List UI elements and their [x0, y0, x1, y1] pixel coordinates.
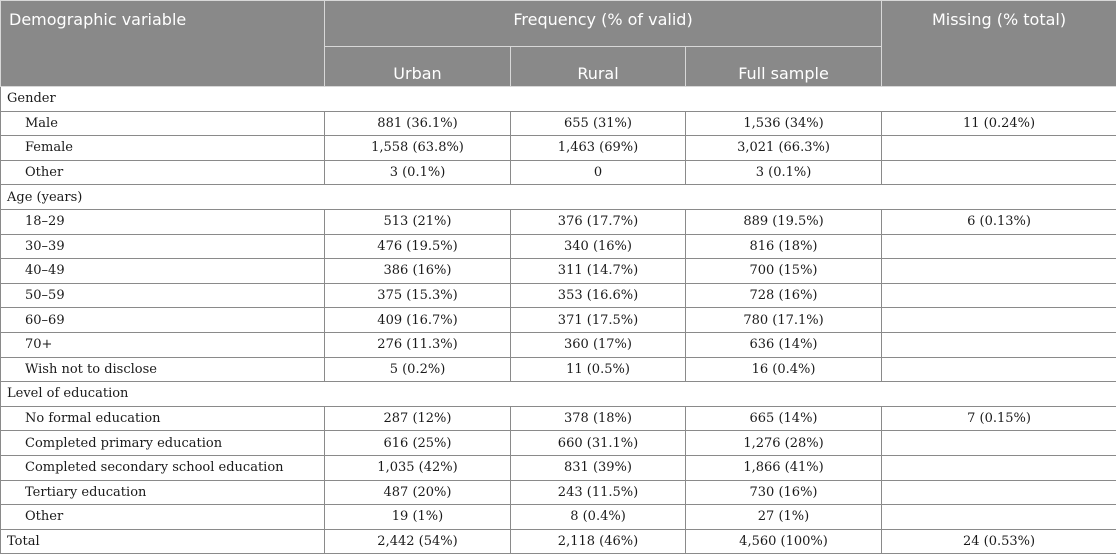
cell-missing: 6 (0.13%) — [882, 209, 1116, 234]
cell-missing — [882, 505, 1116, 530]
row-label: Completed secondary school education — [1, 455, 325, 480]
cell-full-sample: 3 (0.1%) — [686, 160, 882, 185]
cell-missing: 7 (0.15%) — [882, 406, 1116, 431]
total-rural: 2,118 (46%) — [511, 529, 686, 554]
group-label-age: Age (years) — [1, 185, 1116, 210]
row-label: Other — [1, 505, 325, 530]
cell-urban: 386 (16%) — [325, 259, 511, 284]
row-label: Completed primary education — [1, 431, 325, 456]
total-row — [1, 529, 1116, 554]
table-row — [1, 332, 1116, 357]
total-urban: 2,442 (54%) — [325, 529, 511, 554]
cell-urban: 513 (21%) — [325, 209, 511, 234]
cell-missing — [882, 455, 1116, 480]
table-row — [1, 259, 1116, 284]
table-row — [1, 406, 1116, 431]
cell-rural: 11 (0.5%) — [511, 357, 686, 382]
cell-urban: 276 (11.3%) — [325, 332, 511, 357]
cell-rural: 376 (17.7%) — [511, 209, 686, 234]
cell-missing: 11 (0.24%) — [882, 111, 1116, 136]
cell-full-sample: 728 (16%) — [686, 283, 882, 308]
table-row — [1, 505, 1116, 530]
group-row — [1, 382, 1116, 407]
header-urban: Urban — [325, 47, 511, 87]
cell-full-sample: 1,866 (41%) — [686, 455, 882, 480]
table-row — [1, 455, 1116, 480]
cell-rural: 360 (17%) — [511, 332, 686, 357]
table-body — [1, 87, 1116, 554]
cell-missing — [882, 283, 1116, 308]
cell-urban: 287 (12%) — [325, 406, 511, 431]
cell-rural: 0 — [511, 160, 686, 185]
cell-missing — [882, 259, 1116, 284]
cell-rural: 311 (14.7%) — [511, 259, 686, 284]
cell-full-sample: 27 (1%) — [686, 505, 882, 530]
row-label: 60–69 — [1, 308, 325, 333]
header-demographic-variable: Demographic variable — [1, 1, 325, 87]
row-label: 70+ — [1, 332, 325, 357]
row-label: 40–49 — [1, 259, 325, 284]
cell-rural: 655 (31%) — [511, 111, 686, 136]
cell-full-sample: 730 (16%) — [686, 480, 882, 505]
total-full-sample: 4,560 (100%) — [686, 529, 882, 554]
table-row — [1, 111, 1116, 136]
total-label: Total — [1, 529, 325, 554]
cell-rural: 353 (16.6%) — [511, 283, 686, 308]
cell-rural: 340 (16%) — [511, 234, 686, 259]
row-label: No formal education — [1, 406, 325, 431]
table-row — [1, 308, 1116, 333]
header-missing: Missing (% total) — [882, 1, 1116, 87]
cell-missing — [882, 234, 1116, 259]
header-full-sample: Full sample — [686, 47, 882, 87]
row-label: Tertiary education — [1, 480, 325, 505]
cell-full-sample: 889 (19.5%) — [686, 209, 882, 234]
table-row — [1, 160, 1116, 185]
cell-urban: 1,558 (63.8%) — [325, 136, 511, 161]
cell-full-sample: 3,021 (66.3%) — [686, 136, 882, 161]
table-row — [1, 136, 1116, 161]
cell-missing — [882, 160, 1116, 185]
total-missing: 24 (0.53%) — [882, 529, 1116, 554]
row-label: Male — [1, 111, 325, 136]
cell-missing — [882, 136, 1116, 161]
header-rural: Rural — [511, 47, 686, 87]
cell-rural: 371 (17.5%) — [511, 308, 686, 333]
table-row — [1, 431, 1116, 456]
cell-urban: 19 (1%) — [325, 505, 511, 530]
cell-missing — [882, 308, 1116, 333]
group-row — [1, 87, 1116, 112]
cell-rural: 378 (18%) — [511, 406, 686, 431]
cell-rural: 243 (11.5%) — [511, 480, 686, 505]
table-header — [1, 1, 1116, 87]
cell-urban: 375 (15.3%) — [325, 283, 511, 308]
group-label-education: Level of education — [1, 382, 1116, 407]
cell-missing — [882, 357, 1116, 382]
cell-full-sample: 700 (15%) — [686, 259, 882, 284]
cell-full-sample: 1,536 (34%) — [686, 111, 882, 136]
row-label: 30–39 — [1, 234, 325, 259]
cell-rural: 660 (31.1%) — [511, 431, 686, 456]
row-label: Other — [1, 160, 325, 185]
cell-full-sample: 16 (0.4%) — [686, 357, 882, 382]
cell-rural: 1,463 (69%) — [511, 136, 686, 161]
table-row — [1, 357, 1116, 382]
cell-missing — [882, 332, 1116, 357]
cell-full-sample: 816 (18%) — [686, 234, 882, 259]
table-row — [1, 234, 1116, 259]
table-row — [1, 283, 1116, 308]
cell-urban: 616 (25%) — [325, 431, 511, 456]
group-label-gender: Gender — [1, 87, 1116, 112]
cell-urban: 5 (0.2%) — [325, 357, 511, 382]
cell-urban: 1,035 (42%) — [325, 455, 511, 480]
cell-urban: 476 (19.5%) — [325, 234, 511, 259]
cell-full-sample: 780 (17.1%) — [686, 308, 882, 333]
row-label: 18–29 — [1, 209, 325, 234]
cell-missing — [882, 431, 1116, 456]
table-row — [1, 209, 1116, 234]
cell-missing — [882, 480, 1116, 505]
cell-full-sample: 665 (14%) — [686, 406, 882, 431]
cell-urban: 409 (16.7%) — [325, 308, 511, 333]
cell-rural: 8 (0.4%) — [511, 505, 686, 530]
cell-urban: 3 (0.1%) — [325, 160, 511, 185]
cell-urban: 487 (20%) — [325, 480, 511, 505]
cell-full-sample: 636 (14%) — [686, 332, 882, 357]
cell-rural: 831 (39%) — [511, 455, 686, 480]
row-label: 50–59 — [1, 283, 325, 308]
row-label: Female — [1, 136, 325, 161]
header-frequency: Frequency (% of valid) — [325, 1, 882, 47]
row-label: Wish not to disclose — [1, 357, 325, 382]
cell-urban: 881 (36.1%) — [325, 111, 511, 136]
cell-full-sample: 1,276 (28%) — [686, 431, 882, 456]
group-row — [1, 185, 1116, 210]
table-row — [1, 480, 1116, 505]
